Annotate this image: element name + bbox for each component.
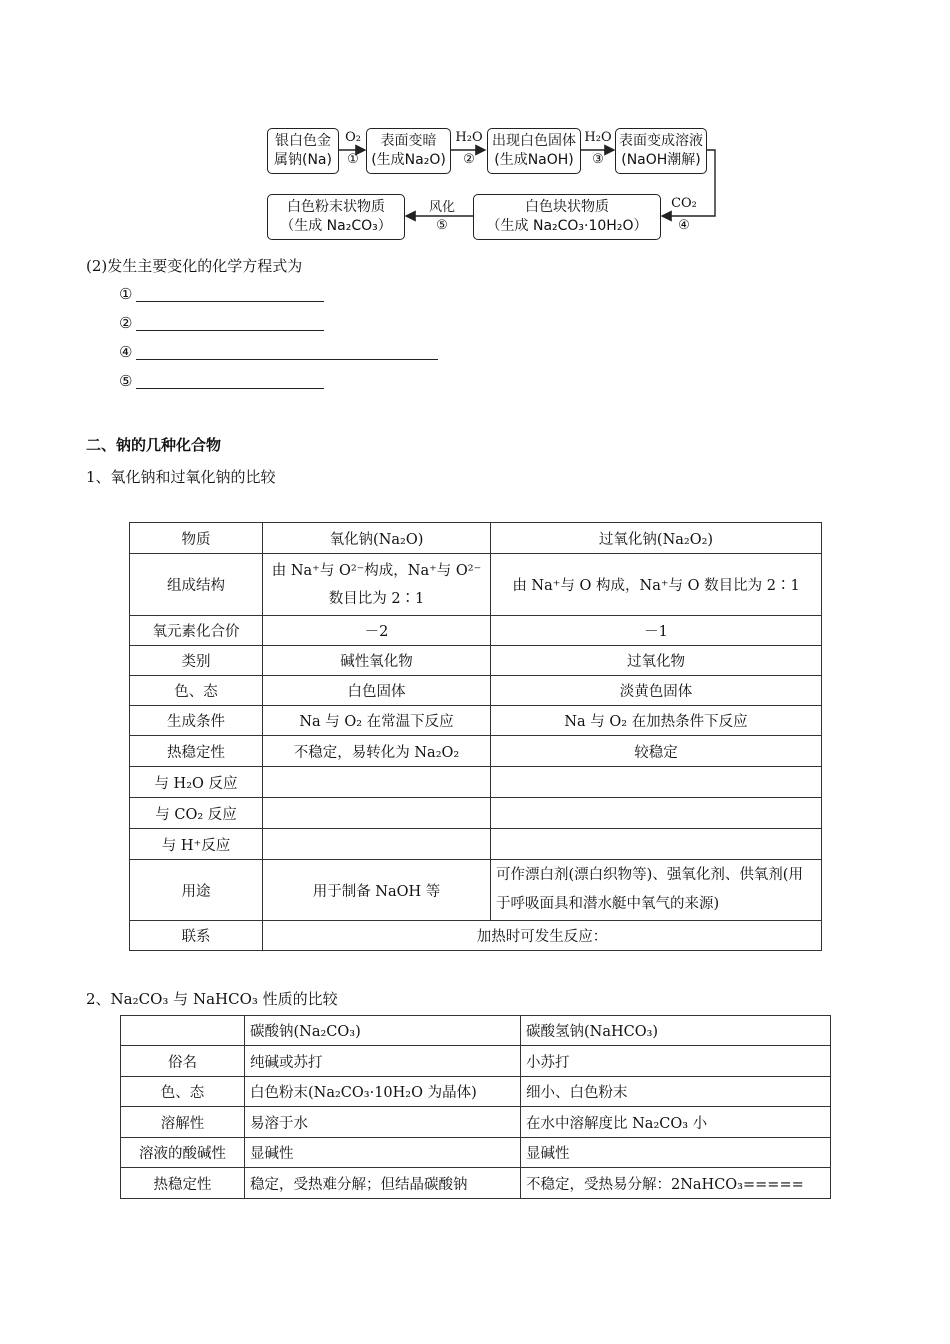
box-tarnish: 表面变暗 (生成Na₂O) (366, 128, 451, 174)
table-row (130, 921, 822, 951)
answer-cell[interactable] (491, 767, 822, 798)
arrow-step-2: ② (463, 152, 475, 167)
row-label: 与 H₂O 反应 (130, 767, 263, 798)
row-label: 溶液的酸碱性 (121, 1138, 245, 1168)
table-row (130, 676, 822, 706)
box-powder: 白色粉末状物质 （生成 Na₂CO₃） (267, 194, 405, 240)
answer-cell[interactable] (263, 767, 491, 798)
subsection-1-title: 1、氧化钠和过氧化钠的比较 (86, 468, 276, 486)
answer-blank-5[interactable] (136, 388, 324, 389)
arrow-step-5: ⑤ (436, 218, 448, 233)
blank-label-5: ⑤ (119, 372, 133, 390)
table-cell: 不稳定，易转化为 Na₂O₂ (263, 736, 491, 767)
table-cell: 在水中溶解度比 Na₂CO₃ 小 (521, 1107, 831, 1138)
table-cell: 用于制备 NaOH 等 (263, 860, 491, 921)
box-crystal: 白色块状物质 （生成 Na₂CO₃·10H₂O） (473, 194, 661, 240)
row-label: 类别 (130, 646, 263, 676)
table-row (130, 767, 822, 798)
box-sodium: 银白色金 属钠(Na) (267, 128, 339, 174)
table-row (130, 706, 822, 736)
blank-label-1: ① (119, 285, 133, 303)
row-label: 溶解性 (121, 1107, 245, 1138)
arrow-label-2: H₂O (455, 130, 483, 145)
table-cell: －2 (263, 616, 491, 646)
header-cell: 碳酸钠(Na₂CO₃) (245, 1016, 521, 1046)
row-label: 热稳定性 (130, 736, 263, 767)
box-solution: 表面变成溶液 (NaOH潮解) (615, 128, 707, 174)
table-row (130, 554, 822, 616)
row-label: 用途 (130, 860, 263, 921)
oxide-comparison-table (129, 522, 822, 951)
arrow-label-3: H₂O (584, 130, 612, 145)
table-cell: 纯碱或苏打 (245, 1046, 521, 1077)
row-label: 组成结构 (130, 554, 263, 616)
section-title: 二、钠的几种化合物 (86, 436, 222, 454)
table-cell: 稳定，受热难分解；但结晶碳酸钠 (245, 1168, 521, 1199)
row-label: 色、态 (130, 676, 263, 706)
table-cell: 过氧化物 (491, 646, 822, 676)
blank-label-4: ④ (119, 343, 133, 361)
table-cell: 显碱性 (521, 1138, 831, 1168)
arrow-label-4: CO₂ (671, 196, 697, 211)
table-cell: Na 与 O₂ 在常温下反应 (263, 706, 491, 736)
table-cell: 不稳定，受热易分解：2NaHCO₃===== (521, 1168, 831, 1199)
row-label: 氧元素化合价 (130, 616, 263, 646)
table-row (130, 736, 822, 767)
table-cell: 细小、白色粉末 (521, 1077, 831, 1107)
answer-blank-2[interactable] (136, 330, 324, 331)
answer-cell[interactable] (491, 829, 822, 860)
table-cell: 小苏打 (521, 1046, 831, 1077)
table-cell[interactable]: 加热时可发生反应： (263, 921, 822, 951)
table-row (121, 1077, 831, 1107)
table-row (121, 1107, 831, 1138)
arrow-label-1: O₂ (345, 130, 361, 145)
table-cell: 由 Na⁺与 O 构成，Na⁺与 O 数目比为 2∶1 (491, 554, 822, 616)
row-label: 热稳定性 (121, 1168, 245, 1199)
row-label: 色、态 (121, 1077, 245, 1107)
row-label: 生成条件 (130, 706, 263, 736)
arrow-step-3: ③ (592, 152, 604, 167)
table-row (121, 1138, 831, 1168)
table-row (130, 798, 822, 829)
table-row (130, 829, 822, 860)
blank-label-2: ② (119, 314, 133, 332)
table-cell: 白色粉末(Na₂CO₃·10H₂O 为晶体) (245, 1077, 521, 1107)
table-row (121, 1016, 831, 1046)
table-cell: 易溶于水 (245, 1107, 521, 1138)
table-row (130, 616, 822, 646)
arrow-label-5: 风化 (428, 200, 455, 215)
table-cell: －1 (491, 616, 822, 646)
header-cell: 过氧化钠(Na₂O₂) (491, 523, 822, 554)
subsection-2-title: 2、Na₂CO₃ 与 NaHCO₃ 性质的比较 (86, 990, 338, 1008)
answer-blank-4[interactable] (136, 359, 438, 360)
header-cell: 氧化钠(Na₂O) (263, 523, 491, 554)
row-label: 与 CO₂ 反应 (130, 798, 263, 829)
header-cell: 碳酸氢钠(NaHCO₃) (521, 1016, 831, 1046)
table-row (130, 646, 822, 676)
answer-blank-1[interactable] (136, 301, 324, 302)
table-row (130, 860, 822, 921)
header-cell (121, 1016, 245, 1046)
header-cell: 物质 (130, 523, 263, 554)
answer-cell[interactable] (263, 798, 491, 829)
table-cell: 较稳定 (491, 736, 822, 767)
question-prompt: (2)发生主要变化的化学方程式为 (86, 257, 303, 275)
arrow-step-4: ④ (678, 218, 690, 233)
carbonate-comparison-table (120, 1015, 831, 1199)
row-label: 俗名 (121, 1046, 245, 1077)
table-cell: 淡黄色固体 (491, 676, 822, 706)
table-cell: 白色固体 (263, 676, 491, 706)
row-label: 联系 (130, 921, 263, 951)
box-white-solid: 出现白色固体 (生成NaOH) (487, 128, 581, 174)
row-label: 与 H⁺反应 (130, 829, 263, 860)
table-cell: 可作漂白剂(漂白织物等)、强氧化剂、供氧剂(用于呼吸面具和潜水艇中氧气的来源) (491, 860, 822, 921)
answer-cell[interactable] (491, 798, 822, 829)
table-cell: 碱性氧化物 (263, 646, 491, 676)
arrow-step-1: ① (347, 152, 359, 167)
table-row (121, 1046, 831, 1077)
table-cell: Na 与 O₂ 在加热条件下反应 (491, 706, 822, 736)
table-row (121, 1168, 831, 1199)
table-cell: 由 Na⁺与 O²⁻构成，Na⁺与 O²⁻数目比为 2∶1 (263, 554, 491, 616)
table-row (130, 523, 822, 554)
answer-cell[interactable] (263, 829, 491, 860)
table-cell: 显碱性 (245, 1138, 521, 1168)
